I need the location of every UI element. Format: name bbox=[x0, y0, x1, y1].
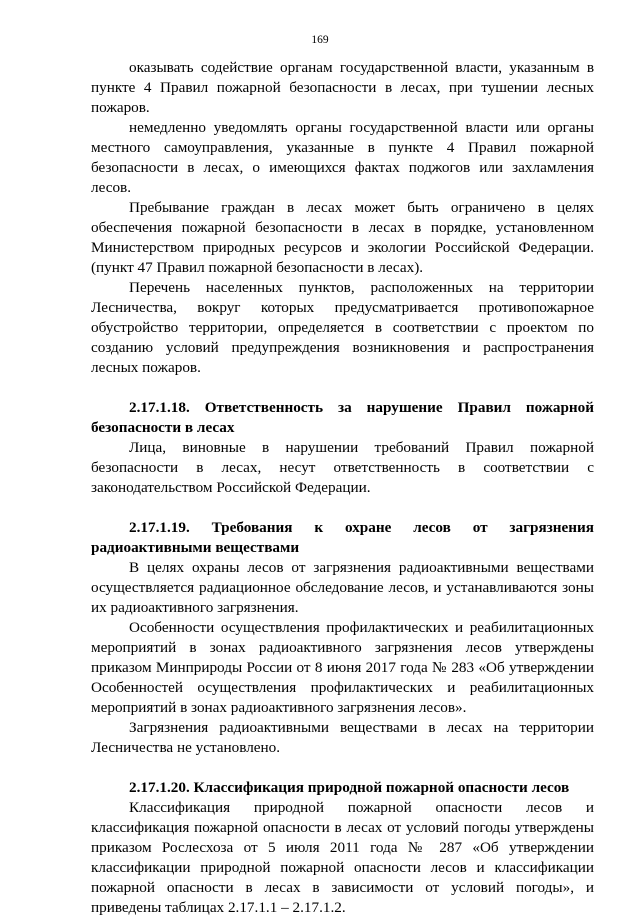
document-body bbox=[91, 58, 594, 918]
spacer bbox=[91, 498, 594, 518]
spacer bbox=[91, 758, 594, 778]
intro-paragraph-4: Перечень населенных пунктов, расположенных на территории Лесничества, вокруг которых предусматривается противопожарное обустройство территории, определяется в соответствии с проектом по созданию условий предупреждения возникновения и распространения лесных пожаров. bbox=[91, 279, 594, 376]
section-20-paragraph-1: Классификация природной пожарной опасности лесов и классификация пожарной опасности в лесах от условий погоды утверждены приказом Рослесхоза от 5 июля 2011 года № 287 «Об утверждении классификации природной пожарной опасности лесов и классификации пожарной опасности в лесах в зависимости от условий погоды», и приведены таблицах 2.17.1.1 – 2.17.1.2. bbox=[91, 799, 594, 916]
intro-paragraph-1: оказывать содействие органам государственной власти, указанным в пункте 4 Правил пожарной безопасности в лесах, при тушении лесных пожаров. bbox=[91, 59, 594, 116]
section-heading-2-17-1-19: 2.17.1.19. Требования к охране лесов от загрязнения радиоактивными веществами bbox=[91, 519, 594, 556]
section-19-paragraph-3: Загрязнения радиоактивными веществами в лесах на территории Лесничества не установлено. bbox=[91, 719, 594, 756]
spacer bbox=[91, 378, 594, 398]
section-18-paragraph-1: Лица, виновные в нарушении требований Правил пожарной безопасности в лесах, несут ответственность в соответствии с законодательством Российской Федерации. bbox=[91, 439, 594, 496]
section-19-paragraph-2: Особенности осуществления профилактических и реабилитационных мероприятий в зонах радиоактивного загрязнения лесов утверждены приказом Минприроды России от 8 июня 2017 года № 283 «Об утверждении Особенностей осуществления профилактических и реабилитационных мероприятий в зонах радиоактивного загрязнения лесов». bbox=[91, 619, 594, 716]
page-number: 169 bbox=[311, 34, 329, 46]
section-heading-2-17-1-18: 2.17.1.18. Ответственность за нарушение Правил пожарной безопасности в лесах bbox=[91, 399, 594, 436]
section-19-paragraph-1: В целях охраны лесов от загрязнения радиоактивными веществами осуществляется радиационное обследование лесов, и устанавливаются зоны их радиоактивного загрязнения. bbox=[91, 559, 594, 616]
intro-paragraph-3: Пребывание граждан в лесах может быть ограничено в целях обеспечения пожарной безопасности в лесах в порядке, установленном Министерством природных ресурсов и экологии Российской Федерации. (пункт 47 Правил пожарной безопасности в лесах). bbox=[91, 199, 594, 276]
intro-paragraph-2: немедленно уведомлять органы государственной власти или органы местного самоуправления, указанные в пункте 4 Правил пожарной безопасности в лесах, о имеющихся фактах поджогов или захламления лесов. bbox=[91, 119, 594, 196]
section-heading-2-17-1-20: 2.17.1.20. Классификация природной пожарной опасности лесов bbox=[129, 779, 570, 796]
